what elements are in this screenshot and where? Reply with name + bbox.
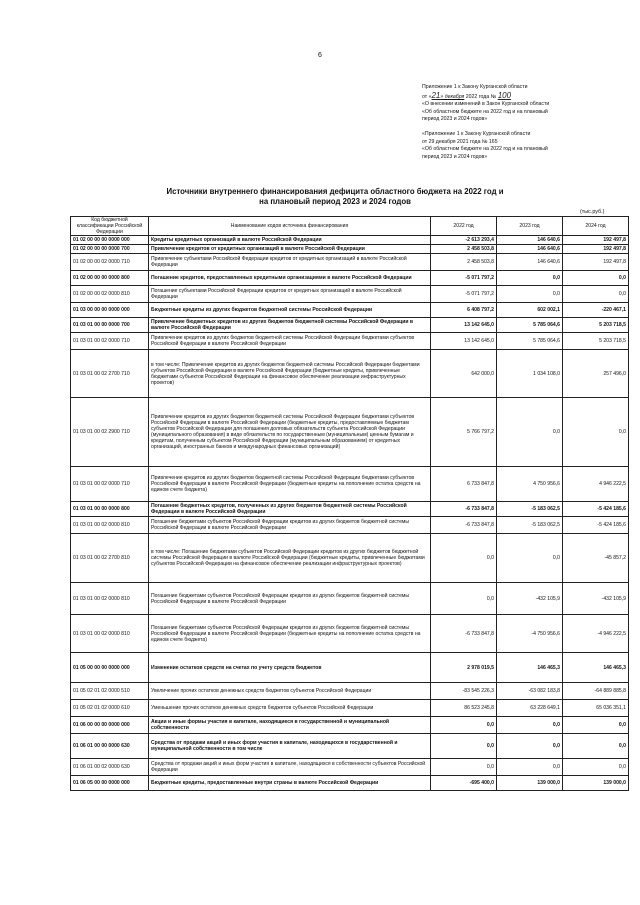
row-value-2023: 139 000,0	[497, 776, 563, 791]
table-row	[71, 245, 629, 254]
table-row	[71, 236, 629, 245]
row-value-2024: -64 889 885,8	[563, 683, 629, 700]
row-value-2022: 5 766 797,2	[431, 398, 497, 467]
row-name: в том числе: Погашение бюджетами субъектов Российской Федерации кредитов из других бюджетов бюджетной системы Российской Федерации в валюте Российской Федерации (бюджетные кредиты, привлеченные бюджетами субъектов Российской Федерации на финансовое обеспечение реализации инфраструктурных проектов)	[149, 534, 431, 583]
row-value-2024: 0,0	[563, 271, 629, 286]
row-value-2022: 0,0	[431, 759, 497, 776]
row-value-2022: -695 400,0	[431, 776, 497, 791]
row-value-2022: 13 142 645,0	[431, 318, 497, 333]
header-name: Наименование кодов источника финансирования	[149, 217, 431, 236]
row-value-2022: 13 142 645,0	[431, 333, 497, 350]
table-row	[71, 271, 629, 286]
document-title: Источники внутреннего финансирования дефицита областного бюджета на 2022 год и на плановый период 2023 и 2024 годов	[166, 187, 504, 206]
row-value-2023: 146 465,3	[497, 653, 563, 683]
row-value-2022: -5 071 797,2	[431, 271, 497, 286]
row-value-2024: 192 497,8	[563, 254, 629, 271]
row-code: 01 02 00 00 00 0000 700	[71, 245, 149, 254]
row-value-2023: 0,0	[497, 734, 563, 759]
row-name: Привлечение субъектами Российской Федерации кредитов от кредитных организаций в валюте Российской Федерации	[149, 254, 431, 271]
row-value-2023: 0,0	[497, 286, 563, 303]
appendix-line: период 2023 и 2024 годов»	[422, 116, 488, 123]
table-row	[71, 653, 629, 683]
row-code: 01 06 05 00 00 0000 000	[71, 776, 149, 791]
row-name: Кредиты кредитных организаций в валюте Российской Федерации	[149, 236, 431, 245]
table-row	[71, 303, 629, 318]
table-row	[71, 254, 629, 271]
row-code: 01 03 01 00 02 0000 810	[71, 517, 149, 534]
row-name: Погашение бюджетами субъектов Российской Федерации кредитов из других бюджетов бюджетной системы Российской Федерации в валюте Российской Федерации	[149, 583, 431, 615]
financing-sources-table	[70, 216, 629, 791]
row-code: 01 03 00 00 00 0000 000	[71, 303, 149, 318]
table-row	[71, 700, 629, 717]
row-name: Изменение остатков средств на счетах по учету средств бюджетов	[149, 653, 431, 683]
row-value-2024: -432 105,9	[563, 583, 629, 615]
row-value-2023: 146 640,6	[497, 236, 563, 245]
page-number: 6	[318, 52, 322, 59]
appendix-date-line: от «21» декабря 2022 года № 100	[422, 90, 512, 100]
row-name: Бюджетные кредиты, предоставленные внутри страны в валюте Российской Федерации	[149, 776, 431, 791]
table-row	[71, 683, 629, 700]
row-value-2024: 0,0	[563, 734, 629, 759]
row-value-2024: 0,0	[563, 398, 629, 467]
row-name: Погашение субъектами Российской Федерации кредитов от кредитных организаций в валюте Российской Федерации	[149, 286, 431, 303]
row-value-2024: 139 000,0	[563, 776, 629, 791]
header-2023: 2023 год	[497, 217, 563, 236]
row-code: 01 05 02 01 02 0000 610	[71, 700, 149, 717]
row-name: Акции и иные формы участия в капитале, находящиеся в государственной и муниципальной собственности	[149, 717, 431, 734]
row-name: Погашение бюджетами субъектов Российской Федерации кредитов из других бюджетов бюджетной системы Российской Федерации в валюте Российской Федерации	[149, 517, 431, 534]
row-code: 01 03 01 00 02 0000 810	[71, 615, 149, 653]
row-value-2022: -6 733 847,8	[431, 517, 497, 534]
row-code: 01 02 00 00 00 0000 800	[71, 271, 149, 286]
row-name: Привлечение кредитов из других бюджетов бюджетной системы Российской Федерации бюджетами субъектов Российской Федерации в валюте Российской Федерации	[149, 333, 431, 350]
row-code: 01 06 01 00 00 0000 630	[71, 734, 149, 759]
row-value-2023: 63 228 649,1	[497, 700, 563, 717]
appendix-line: «Об областном бюджете на 2022 год и на плановый	[422, 108, 548, 115]
row-value-2024: -220 467,1	[563, 303, 629, 318]
row-value-2022: 0,0	[431, 717, 497, 734]
row-value-2024: 65 036 351,1	[563, 700, 629, 717]
row-value-2024: 257 496,0	[563, 350, 629, 398]
row-value-2023: -5 183 062,5	[497, 517, 563, 534]
row-code: 01 03 01 00 02 2700 810	[71, 534, 149, 583]
row-value-2023: 4 750 956,6	[497, 467, 563, 502]
row-code: 01 02 00 00 00 0000 000	[71, 236, 149, 245]
row-value-2022: 0,0	[431, 734, 497, 759]
table-row	[71, 502, 629, 517]
row-value-2024: 0,0	[563, 717, 629, 734]
row-value-2022: 2 458 503,8	[431, 245, 497, 254]
table-row	[71, 333, 629, 350]
header-2022: 2022 год	[431, 217, 497, 236]
row-value-2024: -5 424 185,6	[563, 502, 629, 517]
appendix-line: Приложение 1 к Закону Курганской области	[422, 84, 528, 90]
row-name: Уменьшение прочих остатков денежных средств бюджетов субъектов Российской Федерации	[149, 700, 431, 717]
handwritten-day: 21	[431, 90, 441, 100]
row-name: Погашение кредитов, предоставленных кредитными организациями в валюте Российской Федерации	[149, 271, 431, 286]
row-code: 01 02 00 00 02 0000 710	[71, 254, 149, 271]
row-value-2022: 6 733 847,8	[431, 467, 497, 502]
table-row	[71, 776, 629, 791]
row-value-2024: 146 465,3	[563, 653, 629, 683]
row-code: 01 05 02 01 02 0000 510	[71, 683, 149, 700]
appendix-line: «Приложение 1 к Закону Курганской области	[422, 131, 531, 137]
row-value-2023: 0,0	[497, 717, 563, 734]
table-row	[71, 534, 629, 583]
row-value-2023: -5 183 062,5	[497, 502, 563, 517]
table-row	[71, 717, 629, 734]
row-name: в том числе: Привлечение кредитов из других бюджетов бюджетной системы Российской Федерации бюджетами субъектов Российской Федерации в валюте Российской Федерации (бюджетные кредиты, привлеченные бюджетами субъектов Российской Федерации на финансовое обеспечение реализации инфраструктурных проектов)	[149, 350, 431, 398]
row-value-2022: 0,0	[431, 534, 497, 583]
appendix-amending-law	[422, 84, 632, 124]
row-value-2023: 0,0	[497, 398, 563, 467]
row-value-2022: -2 613 293,4	[431, 236, 497, 245]
table-row	[71, 286, 629, 303]
table-row	[71, 318, 629, 333]
header-2024: 2024 год	[563, 217, 629, 236]
row-code: 01 03 01 00 02 0000 810	[71, 583, 149, 615]
table-row	[71, 467, 629, 502]
row-value-2022: 2 978 019,5	[431, 653, 497, 683]
row-code: 01 06 01 00 02 0000 630	[71, 759, 149, 776]
row-value-2024: 0,0	[563, 286, 629, 303]
row-value-2022: -6 733 847,8	[431, 502, 497, 517]
row-code: 01 03 01 00 02 2700 710	[71, 350, 149, 398]
row-value-2022: 642 000,0	[431, 350, 497, 398]
row-value-2022: 6 408 797,2	[431, 303, 497, 318]
row-value-2024: -5 424 185,6	[563, 517, 629, 534]
row-value-2023: 0,0	[497, 759, 563, 776]
row-name: Бюджетные кредиты из других бюджетов бюджетной системы Российской Федерации	[149, 303, 431, 318]
row-name: Погашение бюджетных кредитов, полученных из других бюджетов бюджетной системы Российской Федерации в валюте Российской Федерации	[149, 502, 431, 517]
row-value-2024: -4 946 222,5	[563, 615, 629, 653]
row-value-2024: 5 203 718,5	[563, 318, 629, 333]
row-value-2024: -45 857,2	[563, 534, 629, 583]
row-value-2023: -4 750 956,6	[497, 615, 563, 653]
row-value-2022: 86 523 245,8	[431, 700, 497, 717]
row-value-2023: 5 785 064,6	[497, 318, 563, 333]
row-name: Привлечение бюджетных кредитов из других бюджетов бюджетной системы Российской Федерации в валюте Российской Федерации	[149, 318, 431, 333]
row-value-2022: -83 545 226,3	[431, 683, 497, 700]
handwritten-law-number: 100	[497, 90, 512, 100]
table-row	[71, 583, 629, 615]
appendix-line: «О внесении изменений в Закон Курганской области	[422, 101, 550, 108]
table-header-row	[71, 217, 629, 236]
appendix-line: от 29 декабря 2021 года № 165	[422, 138, 498, 145]
row-value-2024: 5 203 718,5	[563, 333, 629, 350]
row-value-2023: 5 785 064,6	[497, 333, 563, 350]
row-code: 01 03 01 00 00 0000 700	[71, 318, 149, 333]
row-value-2023: -432 105,9	[497, 583, 563, 615]
appendix-line: «Об областном бюджете на 2022 год и на плановый	[422, 146, 548, 153]
row-name: Привлечение кредитов от кредитных организаций в валюте Российской Федерации	[149, 245, 431, 254]
appendix-original-law	[422, 131, 632, 161]
table-row	[71, 517, 629, 534]
row-code: 01 03 01 00 02 2900 710	[71, 398, 149, 467]
row-value-2023: 0,0	[497, 534, 563, 583]
unit-label: (тыс.руб.)	[580, 209, 605, 215]
row-name: Увеличение прочих остатков денежных средств бюджетов субъектов Российской Федерации	[149, 683, 431, 700]
row-value-2023: -63 082 183,8	[497, 683, 563, 700]
row-code: 01 03 01 00 02 0000 710	[71, 467, 149, 502]
row-code: 01 02 00 00 02 0000 810	[71, 286, 149, 303]
row-name: Погашение бюджетами субъектов Российской Федерации кредитов из других бюджетов бюджетной системы Российской Федерации в валюте Российской Федерации (бюджетные кредиты на пополнение остатка средств на едином счете бюджета)	[149, 615, 431, 653]
table-row	[71, 398, 629, 467]
row-code: 01 06 00 00 00 0000 000	[71, 717, 149, 734]
table-row	[71, 350, 629, 398]
row-name: Привлечение кредитов из других бюджетов бюджетной системы Российской Федерации бюджетами субъектов Российской Федерации в валюте Российской Федерации (бюджетные кредиты, предоставляемые бюджетам субъектов Российской Федерации для погашения долговых обязательств субъекта Российской Федерации (муниципального образования) в виде обязательств по государственным (муниципальным) ценным бумагам и кредитам, полученным субъектом Российской Федерации (муниципальным образованием) от кредитных организаций, иностранных банков и международных финансовых организаций)	[149, 398, 431, 467]
row-code: 01 03 01 00 00 0000 800	[71, 502, 149, 517]
row-value-2023: 0,0	[497, 271, 563, 286]
row-value-2023: 1 034 108,0	[497, 350, 563, 398]
table-row	[71, 734, 629, 759]
row-name: Средства от продажи акций и иных форм участия в капитале, находящихся в собственности субъектов Российской Федерации	[149, 759, 431, 776]
row-value-2024: 192 497,8	[563, 245, 629, 254]
row-value-2023: 146 640,6	[497, 254, 563, 271]
row-value-2023: 146 640,6	[497, 245, 563, 254]
table-row	[71, 615, 629, 653]
row-value-2024: 0,0	[563, 759, 629, 776]
row-name: Средства от продажи акций и иных форм участия в капитале, находящихся в государственной и муниципальной собственности в том числе	[149, 734, 431, 759]
appendix-line: период 2023 и 2024 годов»	[422, 153, 488, 160]
table-row	[71, 759, 629, 776]
row-code: 01 05 00 00 00 0000 000	[71, 653, 149, 683]
row-value-2023: 602 002,1	[497, 303, 563, 318]
row-name: Привлечение кредитов из других бюджетов бюджетной системы Российской Федерации бюджетами субъектов Российской Федерации в валюте Российской Федерации (бюджетные кредиты на пополнение остатка средств на едином счете бюджета)	[149, 467, 431, 502]
row-value-2022: -6 733 847,8	[431, 615, 497, 653]
row-value-2022: 2 458 503,8	[431, 254, 497, 271]
row-value-2022: 0,0	[431, 583, 497, 615]
row-value-2024: 192 497,8	[563, 236, 629, 245]
row-value-2024: 4 946 222,5	[563, 467, 629, 502]
header-code: Код бюджетной классификации Российской Федерации	[71, 217, 149, 236]
row-value-2022: -5 071 797,2	[431, 286, 497, 303]
row-code: 01 03 01 00 02 0000 710	[71, 333, 149, 350]
